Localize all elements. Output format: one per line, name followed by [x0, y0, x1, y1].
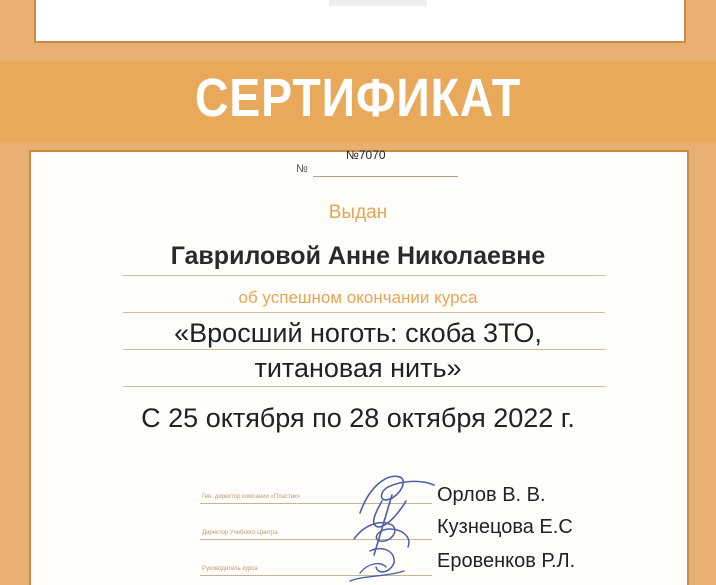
signature-role-3: Руководитель курса	[202, 566, 258, 572]
top-mark	[329, 0, 427, 6]
signatory-name-2: Кузнецова Е.С	[437, 516, 573, 538]
caption-underline	[123, 312, 605, 313]
course-underline-1	[123, 349, 605, 350]
signature-role-2: Директор Учебного Центра	[202, 530, 278, 536]
signature-role-1: Ген. директор компании «Пластик»	[202, 494, 301, 500]
signatory-name-3: Еровенков Р.Л.	[437, 550, 576, 572]
course-title-line-1: «Вросший ноготь: скоба 3ТО,	[174, 318, 542, 348]
recipient-underline	[123, 275, 605, 276]
course-title-line-2: титановая нить»	[254, 353, 462, 383]
issued-label: Выдан	[328, 202, 388, 223]
certificate-number: №7070	[346, 148, 386, 162]
recipient-name: Гавриловой Анне Николаевне	[170, 242, 546, 270]
course-dates: С 25 октября по 28 октября 2022 г.	[141, 403, 575, 433]
certificate-title: СЕРТИФИКАТ	[194, 68, 522, 128]
number-label: №	[296, 163, 308, 175]
top-frame-panel	[34, 0, 686, 43]
handwritten-signature	[330, 455, 450, 585]
completion-caption: об успешном окончании курса	[238, 288, 478, 307]
course-underline-2	[123, 386, 605, 387]
number-underline	[313, 176, 458, 177]
signatory-name-1: Орлов В. В.	[437, 484, 546, 506]
